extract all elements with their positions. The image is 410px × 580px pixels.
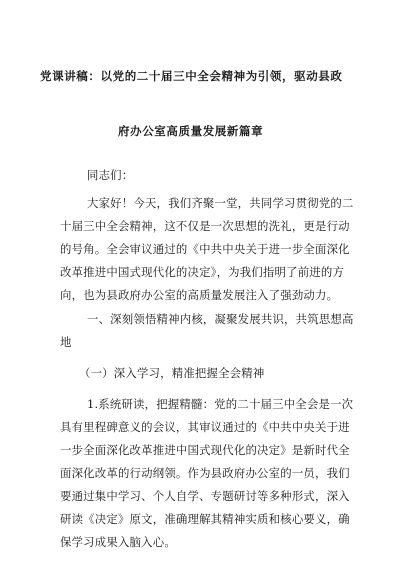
paragraph-1-line: 改革推进中国式现代化的决定》，为我们指明了前进的方 bbox=[60, 265, 345, 279]
paragraph-1-line: 的号角。全会审议通过的《中共中央关于进一步全面深化 bbox=[60, 242, 350, 256]
salutation: 同志们： bbox=[87, 168, 134, 182]
paragraph-1-line: 十届三中全会精神，这不仅是一次思想的洗礼，更是行动 bbox=[60, 219, 350, 233]
paragraph-2-line: 保学习成果入脑入心。 bbox=[60, 535, 176, 549]
paragraph-1-line: 大家好！今天，我们齐聚一堂，共同学习贯彻党的二 bbox=[87, 196, 354, 210]
paragraph-2-line: 具有里程碑意义的会议，其审议通过的《中共中央关于进 bbox=[60, 420, 350, 434]
paragraph-2-line: 一步全面深化改革推进中国式现代化的决定》是新时代全 bbox=[60, 443, 350, 457]
paragraph-2-line: 研读《决定》原文，准确理解其精神实质和核心要义，确 bbox=[60, 512, 350, 526]
paragraph-2-line: 要通过集中学习、个人自学、专题研讨等多种形式，深入 bbox=[60, 489, 350, 503]
document-title-line-1: 党课讲稿：以党的二十届三中全会精神为引领，驱动县政 bbox=[40, 69, 343, 83]
subsection-heading: （一）深入学习，精准把握全会精神 bbox=[79, 366, 265, 380]
paragraph-2-line: 1.系统研读，把握精髓：党的二十届三中全会是一次 bbox=[87, 397, 354, 411]
section-heading-line: 地 bbox=[60, 335, 72, 349]
section-heading-line: 一、深刻领悟精神内核，凝聚发展共识，共筑思想高 bbox=[87, 312, 354, 326]
document-title-line-2: 府办公室高质量发展新篇章 bbox=[118, 124, 264, 138]
paragraph-1-line: 向，也为县政府办公室的高质量发展注入了强劲动力。 bbox=[60, 288, 339, 302]
paragraph-2-line: 面深化改革的行动纲领。作为县政府办公室的一员，我们 bbox=[60, 466, 350, 480]
